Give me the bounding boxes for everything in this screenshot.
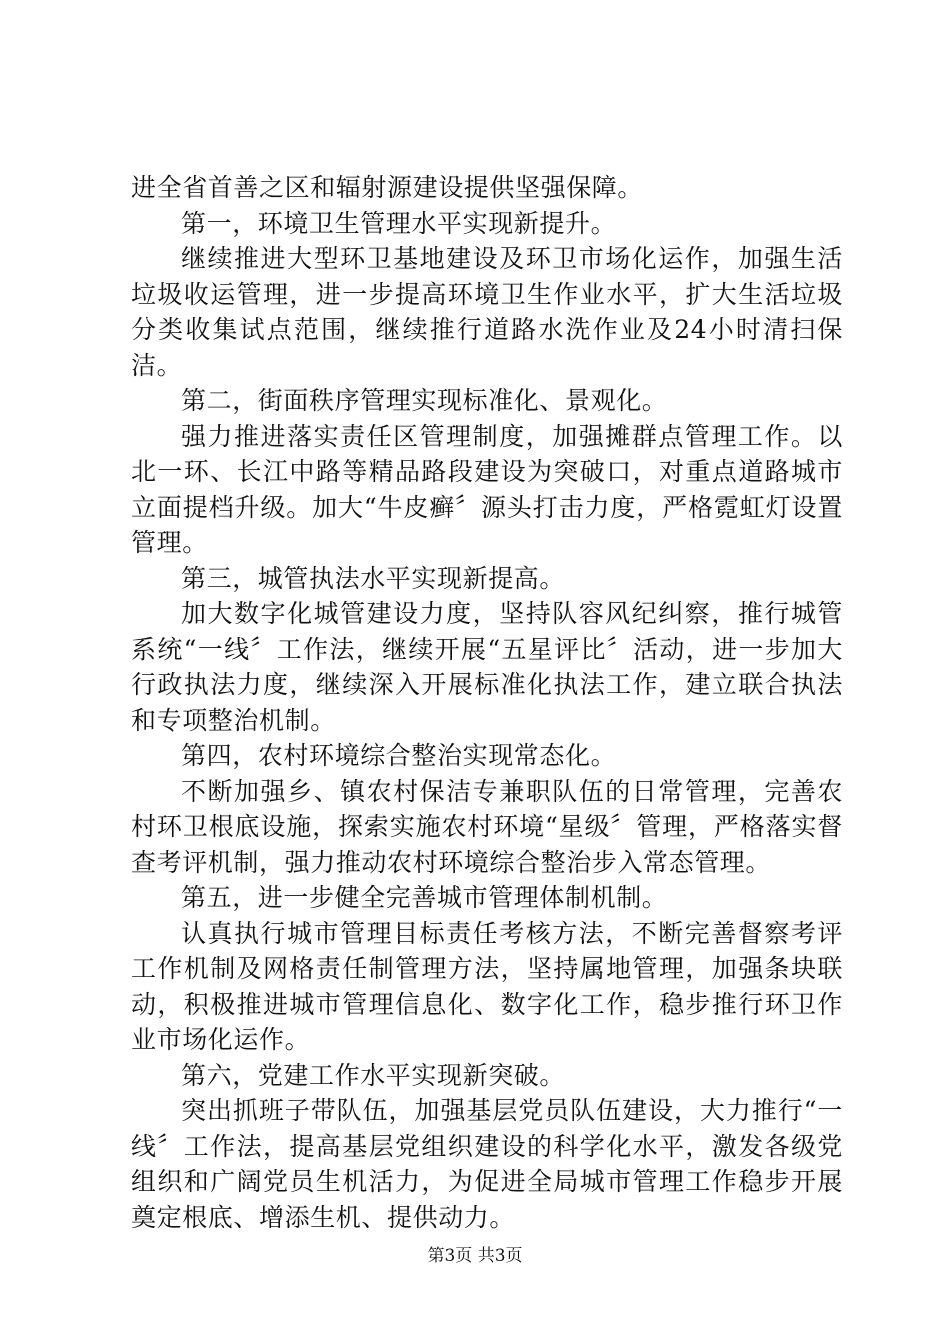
page-footer — [0, 1245, 950, 1267]
paragraph: 加大数字化城管建设力度，坚持队容风纪纠察，推行城管系统“一线〞工作法，继续开展“五星评比〞活动，进一步加大行政执法力度，继续深入开展标准化执法工作，建立联合执法和专项整治机制。 — [131, 599, 843, 735]
paragraph: 不断加强乡、镇农村保洁专兼职队伍的日常管理，完善农村环卫根底设施，探索实施农村环境“星级〞管理，严格落实督查考评机制，强力推动农村环境综合整治步入常态管理。 — [131, 776, 843, 877]
section-heading: 第一，环境卫生管理水平实现新提升。 — [181, 208, 617, 238]
paragraph: 强力推进落实责任区管理制度，加强摊群点管理工作。以北一环、长江中路等精品路段建设为突破口，对重点道路城市立面提档升级。加大“牛皮癣〞源头打击力度，严格霓虹灯设置管理。 — [131, 421, 843, 557]
paragraph: 进全省首善之区和辐射源建设提供坚强保障。 — [131, 173, 644, 202]
section-heading: 第四，农村环境综合整治实现常态化。 — [181, 741, 617, 770]
section-heading: 第六，党建工作水平实现新突破。 — [181, 1060, 566, 1090]
document-body — [131, 170, 843, 1235]
page-number: 第3页 共3页 — [427, 1246, 523, 1266]
section-heading: 第三，城管执法水平实现新提高。 — [181, 563, 566, 593]
section-heading: 第五，进一步健全完善城市管理体制机制。 — [181, 883, 668, 912]
paragraph: 突出抓班子带队伍，加强基层党员队伍建设，大力推行“一线〞工作法，提高基层党组织建设的科学化水平，激发各级党组织和广阔党员生机活力，为促进全局城市管理工作稳步开展奠定根底、增添生机、提供动力。 — [131, 1096, 843, 1232]
section-heading: 第二，街面秩序管理实现标准化、景观化。 — [181, 386, 668, 415]
paragraph: 继续推进大型环卫基地建设及环卫市场化运作，加强生活垃圾收运管理，进一步提高环境卫生作业水平，扩大生活垃圾分类收集试点范围，继续推行道路水洗作业及24小时清扫保洁。 — [131, 244, 843, 380]
paragraph: 认真执行城市管理目标责任考核方法，不断完善督察考评工作机制及网格责任制管理方法，坚持属地管理，加强条块联动，积极推进城市管理信息化、数字化工作，稳步推行环卫作业市场化运作。 — [131, 918, 843, 1054]
